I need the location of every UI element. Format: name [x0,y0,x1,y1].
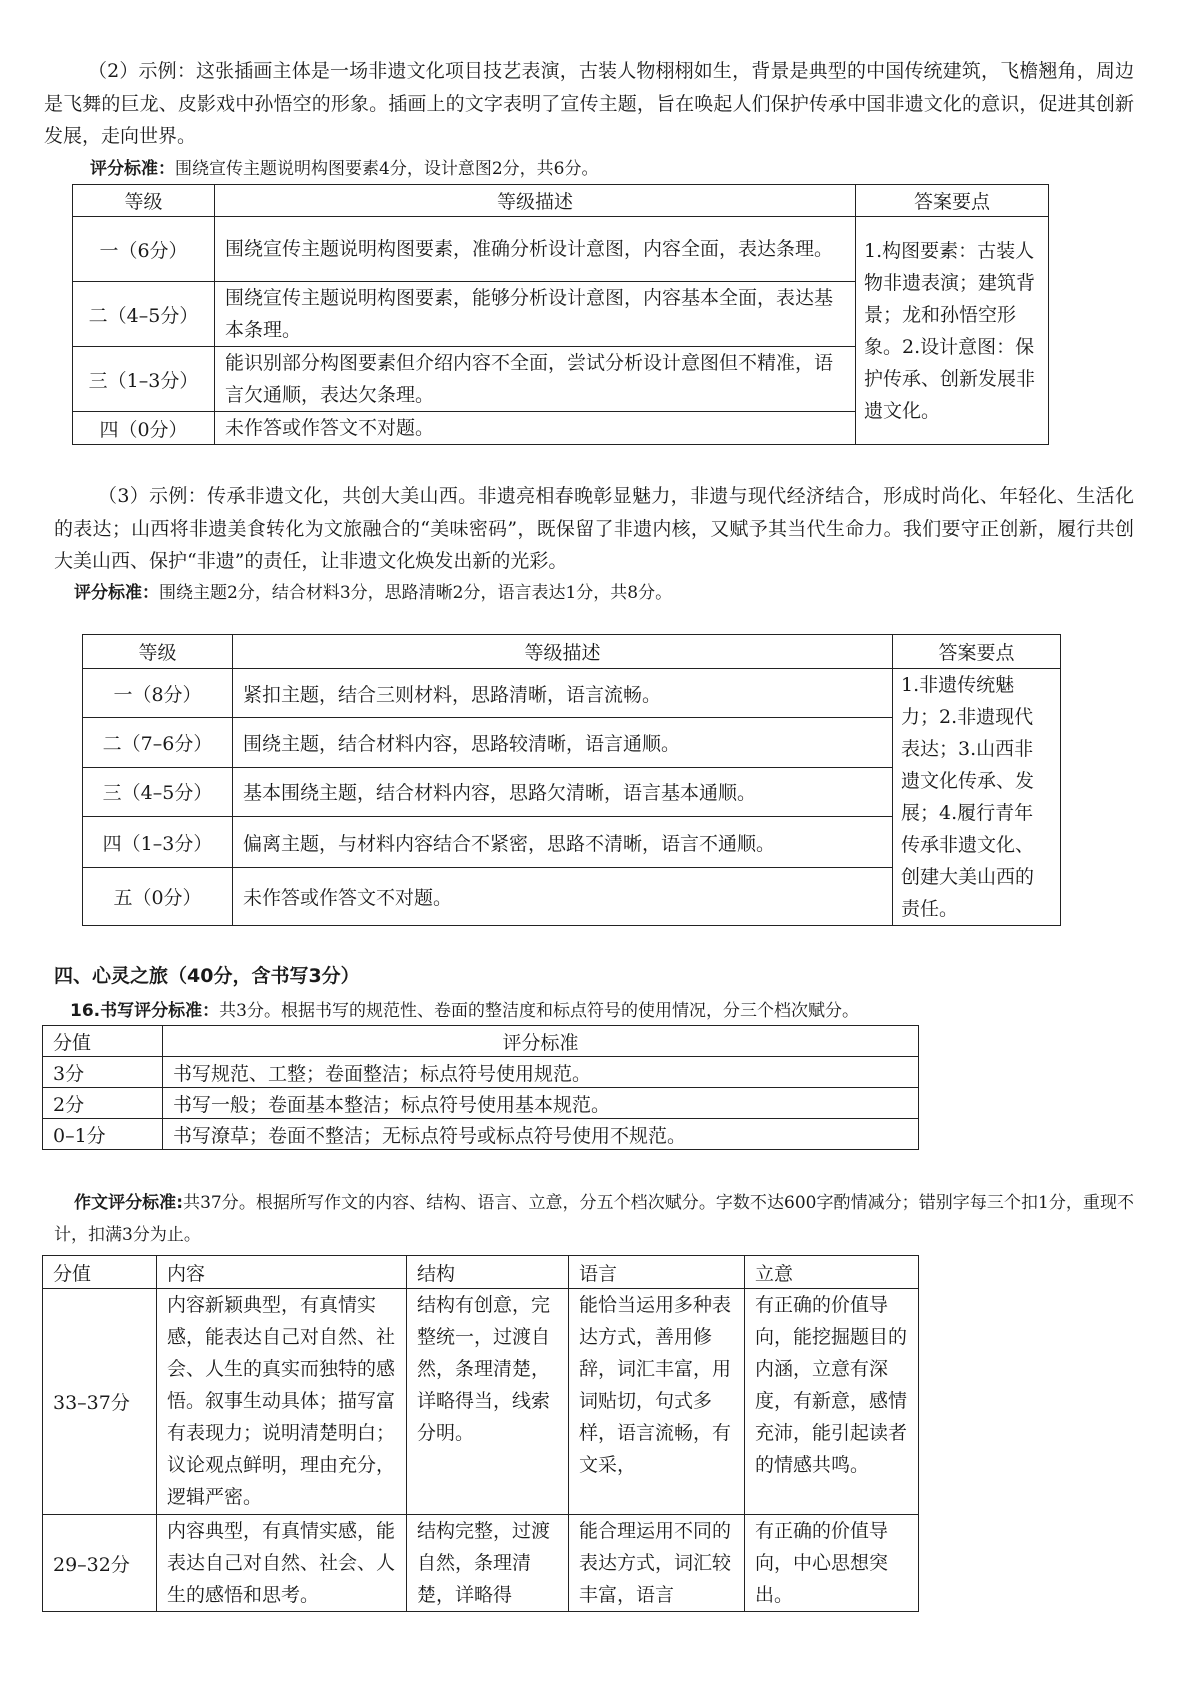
score-cell: 29–32分 [43,1515,157,1612]
essay-table-header [43,1256,919,1289]
section2-criteria-text: 围绕宣传主题说明构图要素4分，设计意图2分，共6分。 [175,159,599,179]
content-cell: 内容新颖典型，有真情实感，能表达自己对自然、社会、人生的真实而独特的感悟。叙事生动具体；描写富有表现力；说明清楚明白；议论观点鲜明，理由充分，逻辑严密。 [157,1289,407,1515]
table-header-cell: 内容 [157,1256,407,1289]
score-cell: 0–1分 [43,1119,163,1150]
handwriting-criteria-text: 共3分。根据书写的规范性、卷面的整洁度和标点符号的使用情况，分三个档次赋分。 [219,1001,859,1021]
essay-criteria [54,1187,1134,1251]
description-cell: 偏离主题，与材料内容结合不紧密，思路不清晰，语言不通顺。 [233,817,893,868]
level-cell: 二（4–5分） [73,282,215,347]
score-cell: 2分 [43,1088,163,1119]
table-header-cell: 语言 [569,1256,745,1289]
description-cell: 围绕宣传主题说明构图要素，准确分析设计意图，内容全面，表达条理。 [215,217,856,282]
language-cell: 能合理运用不同的表达方式，词汇较丰富，语言 [569,1515,745,1612]
essay-criteria-label: 作文评分标准: [74,1193,184,1213]
level-cell: 五（0分） [83,868,233,926]
intent-cell: 有正确的价值导向，中心思想突出。 [745,1515,919,1612]
table-header-cell: 分值 [43,1026,163,1057]
score-cell: 3分 [43,1057,163,1088]
table-header-cell: 等级 [83,635,233,669]
table-header-cell: 答案要点 [856,185,1049,217]
essay-table [42,1255,919,1612]
table-header-cell: 等级描述 [233,635,893,669]
table-header-cell: 评分标准 [163,1026,919,1057]
level-cell: 二（7–6分） [83,718,233,767]
table-row [43,1289,919,1515]
section3-table-header [83,635,1061,669]
table-row [83,669,1061,718]
table-row [43,1515,919,1612]
table-row [43,1119,919,1150]
description-cell: 围绕主题，结合材料内容，思路较清晰，语言通顺。 [233,718,893,767]
description-cell: 能识别部分构图要素但介绍内容不全面，尝试分析设计意图但不精准，语言欠通顺，表达欠条理。 [215,347,856,412]
description-cell: 围绕宣传主题说明构图要素，能够分析设计意图，内容基本全面，表达基本条理。 [215,282,856,347]
score-cell: 33–37分 [43,1289,157,1515]
section2-table-header [73,185,1049,217]
handwriting-criteria-label: 16.书写评分标准： [70,1001,220,1021]
table-header-cell: 答案要点 [893,635,1061,669]
intent-cell: 有正确的价值导向，能挖掘题目的内涵，立意有深度，有新意，感情充沛，能引起读者的情感共鸣。 [745,1289,919,1515]
standard-cell: 书写规范、工整；卷面整洁；标点符号使用规范。 [163,1057,919,1088]
table-header-cell: 等级描述 [215,185,856,217]
standard-cell: 书写一般；卷面基本整洁；标点符号使用基本规范。 [163,1088,919,1119]
section3-example: （3）示例：传承非遗文化，共创大美山西。非遗亮相春晚彰显魅力，非遗与现代经济结合，形成时尚化、年轻化、生活化的表达；山西将非遗美食转化为文旅融合的“美味密码”，既保留了非遗内核，又赋予其当代生命力。我们要守正创新，履行共创大美山西、保护“非遗”的责任，让非遗文化焕发出新的光彩。 [54,485,1134,572]
section3-criteria-text: 围绕主题2分，结合材料3分，思路清晰2分，语言表达1分，共8分。 [159,583,673,603]
table-row [73,217,1049,282]
level-cell: 三（4–5分） [83,767,233,816]
handwriting-table-header [43,1026,919,1057]
section2-criteria [90,158,598,180]
section2-table [72,184,1049,445]
level-cell: 三（1–3分） [73,347,215,412]
level-cell: 一（6分） [73,217,215,282]
description-cell: 未作答或作答文不对题。 [233,868,893,926]
language-cell: 能恰当运用多种表达方式，善用修辞，词汇丰富，用词贴切，句式多样，语言流畅，有文采， [569,1289,745,1515]
table-header-cell: 等级 [73,185,215,217]
description-cell: 基本围绕主题，结合材料内容，思路欠清晰，语言基本通顺。 [233,767,893,816]
structure-cell: 结构完整，过渡自然，条理清楚，详略得 [407,1515,569,1612]
handwriting-criteria [70,1000,859,1022]
table-header-cell: 分值 [43,1256,157,1289]
section4-title: 四、心灵之旅（40分，含书写3分） [54,965,360,987]
table-row [43,1088,919,1119]
level-cell: 四（0分） [73,412,215,445]
section2-criteria-label: 评分标准： [90,159,175,179]
section2-example: （2）示例：这张插画主体是一场非遗文化项目技艺表演，古装人物栩栩如生，背景是典型的中国传统建筑，飞檐翘角，周边是飞舞的巨龙、皮影戏中孙悟空的形象。插画上的文字表明了宣传主题，旨在唤起人们保护传承中国非遗文化的意识，促进其创新发展，走向世界。 [44,60,1134,147]
level-cell: 一（8分） [83,669,233,718]
description-cell: 紧扣主题，结合三则材料，思路清晰，语言流畅。 [233,669,893,718]
content-cell: 内容典型，有真情实感，能表达自己对自然、社会、人生的感悟和思考。 [157,1515,407,1612]
key-points-cell: 1.构图要素：古装人物非遗表演；建筑背景；龙和孙悟空形象。2.设计意图：保护传承、创新发展非遗文化。 [856,217,1049,445]
structure-cell: 结构有创意，完整统一，过渡自然，条理清楚，详略得当，线索分明。 [407,1289,569,1515]
handwriting-table [42,1025,919,1150]
description-cell: 未作答或作答文不对题。 [215,412,856,445]
standard-cell: 书写潦草；卷面不整洁；无标点符号或标点符号使用不规范。 [163,1119,919,1150]
key-points-cell: 1.非遗传统魅力；2.非遗现代表达；3.山西非遗文化传承、发展；4.履行青年传承非遗文化、创建大美山西的责任。 [893,669,1061,926]
table-row [43,1057,919,1088]
section3-table [82,634,1061,926]
section3-criteria [74,582,672,604]
table-header-cell: 结构 [407,1256,569,1289]
section3-criteria-label: 评分标准： [74,583,159,603]
level-cell: 四（1–3分） [83,817,233,868]
table-header-cell: 立意 [745,1256,919,1289]
essay-criteria-text: 共37分。根据所写作文的内容、结构、语言、立意，分五个档次赋分。字数不达600字酌情减分；错别字每三个扣1分，重现不计，扣满3分为止。 [54,1193,1134,1245]
